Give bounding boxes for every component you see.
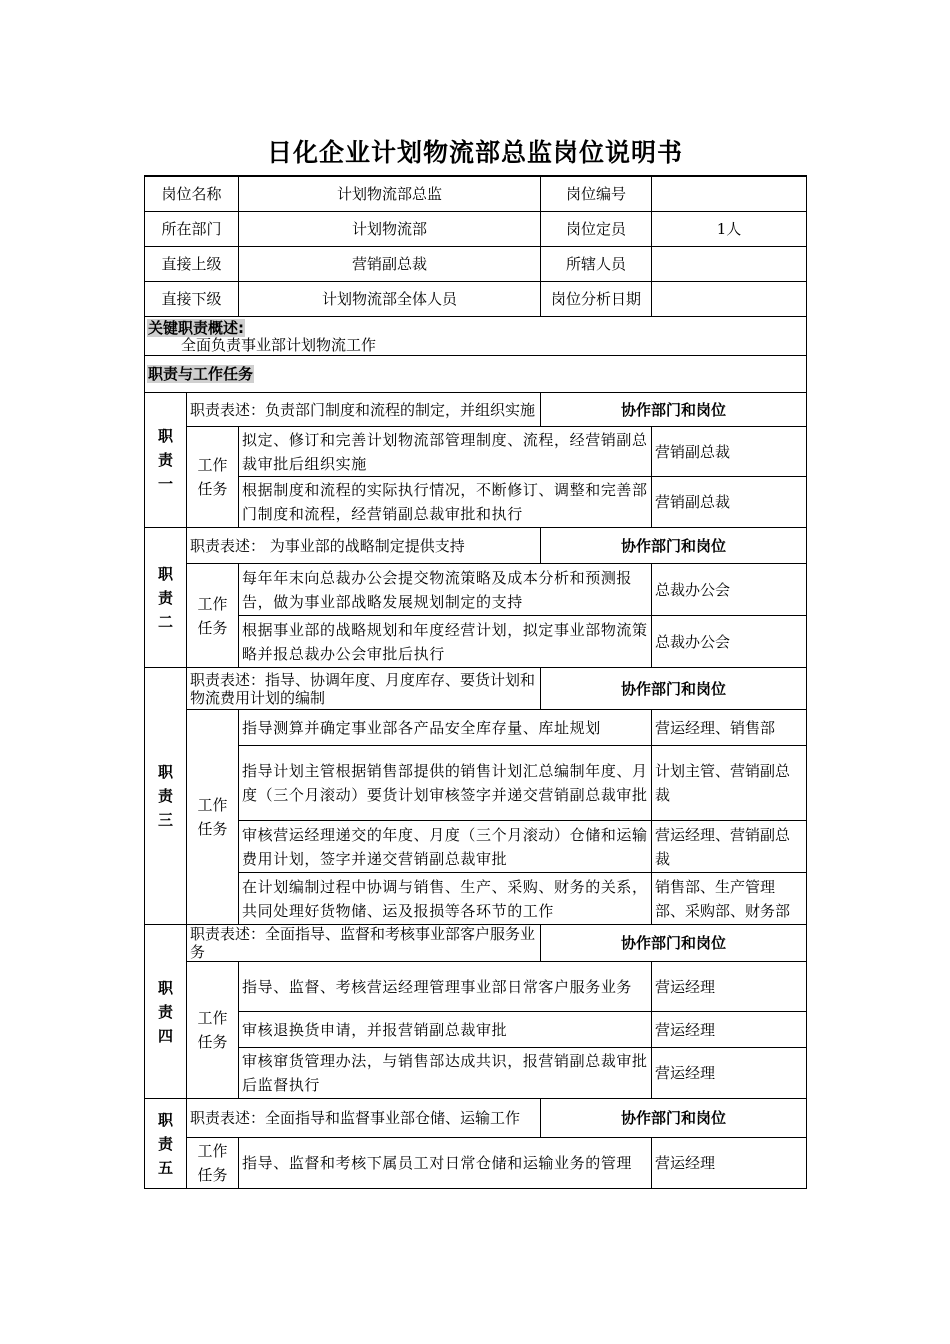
page-title: 日化企业计划物流部总监岗位说明书 — [266, 138, 683, 167]
duty-label-text: 职责二 — [157, 564, 173, 631]
task-row — [145, 1048, 807, 1099]
field-value: 计划物流部 — [239, 212, 541, 247]
duties-header: 职责与工作任务 — [148, 365, 254, 383]
task-label-text: 工作任务 — [197, 594, 228, 637]
task-label — [187, 962, 239, 1099]
task-label-text: 工作任务 — [197, 796, 228, 838]
task-coop: 营运经理 — [652, 1138, 807, 1189]
coop-header: 协作部门和岗位 — [541, 668, 807, 710]
task-text: 审核窜货管理办法，与销售部达成共识，报营销副总裁审批后监督执行 — [239, 1048, 652, 1099]
field-label: 所在部门 — [145, 212, 239, 247]
field-label: 岗位定员 — [541, 212, 652, 247]
task-coop: 总裁办公会 — [652, 564, 807, 616]
field-value — [652, 247, 807, 282]
coop-header: 协作部门和岗位 — [541, 925, 807, 962]
task-coop: 销售部、生产管理部、采购部、财务部 — [652, 873, 807, 925]
field-value — [652, 282, 807, 317]
task-row — [145, 821, 807, 873]
duty-description: 职责表述：负责部门制度和流程的制定，并组织实施 — [187, 393, 541, 427]
duty-label — [145, 393, 187, 528]
task-label — [187, 564, 239, 668]
task-coop: 营销副总裁 — [652, 477, 807, 528]
info-row — [145, 212, 807, 247]
field-label: 岗位编号 — [541, 176, 652, 212]
duty-label — [145, 528, 187, 668]
task-text: 审核退换货申请，并报营销副总裁审批 — [239, 1012, 652, 1048]
duty-label — [145, 668, 187, 925]
info-row — [145, 247, 807, 282]
duty-description: 职责表述： 为事业部的战略制定提供支持 — [187, 528, 541, 564]
task-coop: 总裁办公会 — [652, 616, 807, 668]
duty-description-row — [145, 925, 807, 962]
task-coop: 营运经理 — [652, 1048, 807, 1099]
task-label — [187, 427, 239, 528]
duties-header-row — [145, 356, 807, 393]
field-value: 计划物流部全体人员 — [239, 282, 541, 317]
summary-label: 关键职责概述: — [148, 318, 244, 337]
task-label-text: 工作任务 — [197, 456, 228, 498]
field-value — [652, 176, 807, 212]
field-label: 直接上级 — [145, 247, 239, 282]
duty-description-row — [145, 528, 807, 564]
field-label: 直接下级 — [145, 282, 239, 317]
task-coop: 营运经理 — [652, 962, 807, 1012]
duty-description-row — [145, 668, 807, 710]
duty-description: 职责表述：指导、协调年度、月度库存、要货计划和物流费用计划的编制 — [187, 668, 541, 710]
field-value: 计划物流部总监 — [239, 176, 541, 212]
task-row — [145, 1012, 807, 1048]
info-row — [145, 282, 807, 317]
task-row — [145, 1138, 807, 1189]
task-text: 每年年末向总裁办公会提交物流策略及成本分析和预测报告，做为事业部战略发展规划制定的支持 — [239, 564, 652, 616]
field-value: 营销副总裁 — [239, 247, 541, 282]
field-label: 岗位名称 — [145, 176, 239, 212]
field-label: 所辖人员 — [541, 247, 652, 282]
task-label — [187, 1138, 239, 1189]
field-value: 1人 — [652, 212, 807, 247]
duties-section — [145, 393, 807, 1189]
task-row — [145, 746, 807, 821]
task-text: 拟定、修订和完善计划物流部管理制度、流程，经营销副总裁审批后组织实施 — [239, 427, 652, 477]
summary-row — [145, 317, 807, 356]
task-row — [145, 616, 807, 668]
task-label-text: 工作任务 — [197, 1009, 228, 1051]
duty-description: 职责表述：全面指导、监督和考核事业部客户服务业务 — [187, 925, 541, 962]
task-text: 指导计划主管根据销售部提供的销售计划汇总编制年度、月度（三个月滚动）要货计划审核签字并递交营销副总裁审批 — [239, 746, 652, 821]
task-coop: 营销副总裁 — [652, 427, 807, 477]
info-row — [145, 176, 807, 212]
duty-description: 职责表述：全面指导和监督事业部仓储、运输工作 — [187, 1099, 541, 1138]
duty-description-row — [145, 393, 807, 427]
task-coop: 营运经理、营销副总裁 — [652, 821, 807, 873]
task-row — [145, 564, 807, 616]
duty-label-text: 职责五 — [157, 1110, 173, 1177]
duty-label — [145, 1099, 187, 1189]
task-label-text: 工作任务 — [197, 1142, 228, 1184]
task-row — [145, 477, 807, 528]
duty-label — [145, 925, 187, 1099]
task-label — [187, 710, 239, 925]
summary-text: 全面负责事业部计划物流工作 — [181, 335, 377, 354]
task-row — [145, 962, 807, 1012]
duty-label-text: 职责四 — [157, 978, 173, 1045]
task-row — [145, 710, 807, 746]
task-coop: 营运经理 — [652, 1012, 807, 1048]
task-text: 在计划编制过程中协调与销售、生产、采购、财务的关系，共同处理好货物储、运及报损等各环节的工作 — [239, 873, 652, 925]
coop-header: 协作部门和岗位 — [541, 393, 807, 427]
task-row — [145, 873, 807, 925]
task-coop: 计划主管、营销副总裁 — [652, 746, 807, 821]
task-coop: 营运经理、销售部 — [652, 710, 807, 746]
task-text: 根据制度和流程的实际执行情况，不断修订、调整和完善部门制度和流程，经营销副总裁审批和执行 — [239, 477, 652, 528]
task-text: 指导、监督、考核营运经理管理事业部日常客户服务业务 — [239, 962, 652, 1012]
coop-header: 协作部门和岗位 — [541, 1099, 807, 1138]
field-label: 岗位分析日期 — [541, 282, 652, 317]
duty-label-text: 职责三 — [157, 763, 173, 829]
task-text: 指导、监督和考核下属员工对日常仓储和运输业务的管理 — [239, 1138, 652, 1189]
job-description-table — [144, 175, 807, 1189]
task-text: 审核营运经理递交的年度、月度（三个月滚动）仓储和运输费用计划，签字并递交营销副总裁审批 — [239, 821, 652, 873]
task-text: 指导测算并确定事业部各产品安全库存量、库址规划 — [239, 710, 652, 746]
duty-label-text: 职责一 — [157, 427, 173, 493]
task-text: 根据事业部的战略规划和年度经营计划，拟定事业部物流策略并报总裁办公会审批后执行 — [239, 616, 652, 668]
task-row — [145, 427, 807, 477]
coop-header: 协作部门和岗位 — [541, 528, 807, 564]
duty-description-row — [145, 1099, 807, 1138]
